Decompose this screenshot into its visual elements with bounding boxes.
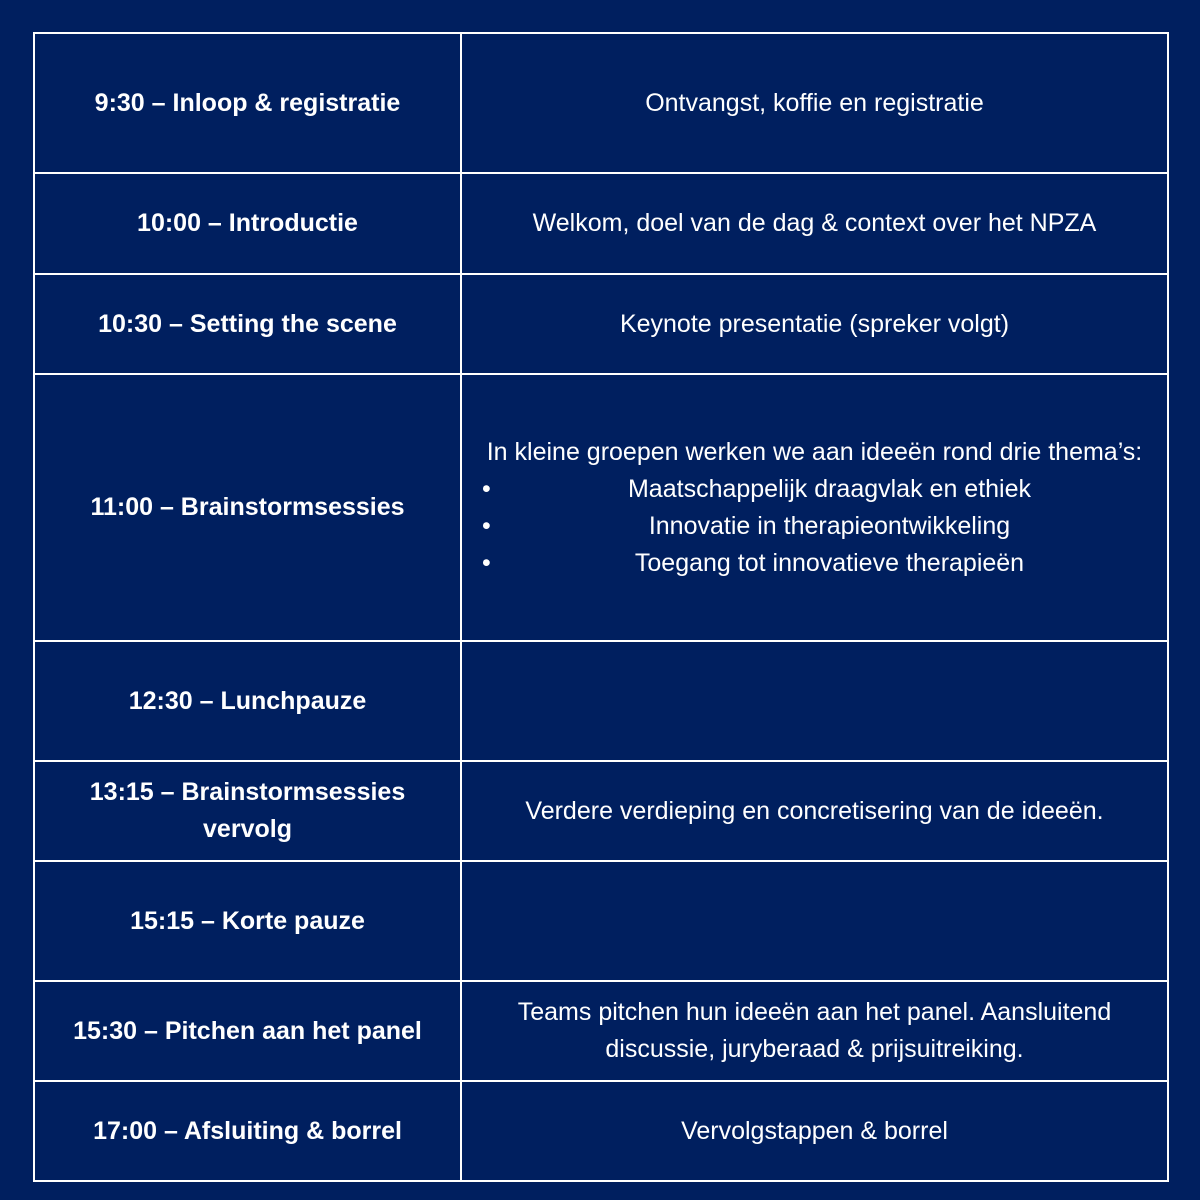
description-cell xyxy=(461,861,1168,981)
program-row-brainstormsessies xyxy=(34,374,1168,641)
description-cell xyxy=(461,641,1168,761)
time-cell: 13:15 – Brainstormsessies vervolg xyxy=(34,761,461,861)
theme-list xyxy=(472,471,1157,582)
program-table xyxy=(33,32,1169,1182)
time-cell: 10:30 – Setting the scene xyxy=(34,274,461,374)
time-cell: 12:30 – Lunchpauze xyxy=(34,641,461,761)
list-item xyxy=(472,508,1157,545)
list-item-label: Innovatie in therapieontwikkeling xyxy=(648,511,1011,540)
description-cell: Welkom, doel van de dag & context over het NPZA xyxy=(461,173,1168,274)
program-row-inloop xyxy=(34,33,1168,173)
program-row-setting-the-scene xyxy=(34,274,1168,374)
program-row-afsluiting xyxy=(34,1081,1168,1181)
program-row-korte-pauze xyxy=(34,861,1168,981)
program-row-brainstormsessies-vervolg xyxy=(34,761,1168,861)
bullet-icon: • xyxy=(482,548,491,577)
time-cell: 11:00 – Brainstormsessies xyxy=(34,374,461,641)
description-cell: Keynote presentatie (spreker volgt) xyxy=(461,274,1168,374)
time-cell: 10:00 – Introductie xyxy=(34,173,461,274)
time-cell: 9:30 – Inloop & registratie xyxy=(34,33,461,173)
description-cell: Verdere verdieping en concretisering van de ideeën. xyxy=(461,761,1168,861)
bullet-icon: • xyxy=(482,474,491,503)
list-item-label: Toegang tot innovatieve therapieën xyxy=(634,548,1025,577)
list-item-label: Maatschappelijk draagvlak en ethiek xyxy=(627,474,1031,503)
time-cell: 17:00 – Afsluiting & borrel xyxy=(34,1081,461,1181)
time-cell: 15:15 – Korte pauze xyxy=(34,861,461,981)
description-cell xyxy=(461,374,1168,641)
list-item xyxy=(472,545,1157,582)
description-cell: Ontvangst, koffie en registratie xyxy=(461,33,1168,173)
program-row-introductie xyxy=(34,173,1168,274)
description-cell: Vervolgstappen & borrel xyxy=(461,1081,1168,1181)
bullet-icon: • xyxy=(482,511,491,540)
description-text: In kleine groepen werken we aan ideeën rond drie thema’s: xyxy=(486,437,1143,466)
time-cell: 15:30 – Pitchen aan het panel xyxy=(34,981,461,1081)
list-item xyxy=(472,471,1157,508)
program-row-pitchen xyxy=(34,981,1168,1081)
description-cell: Teams pitchen hun ideeën aan het panel. Aansluitend discussie, juryberaad & prijsuitreiking. xyxy=(461,981,1168,1081)
program-row-lunchpauze xyxy=(34,641,1168,761)
